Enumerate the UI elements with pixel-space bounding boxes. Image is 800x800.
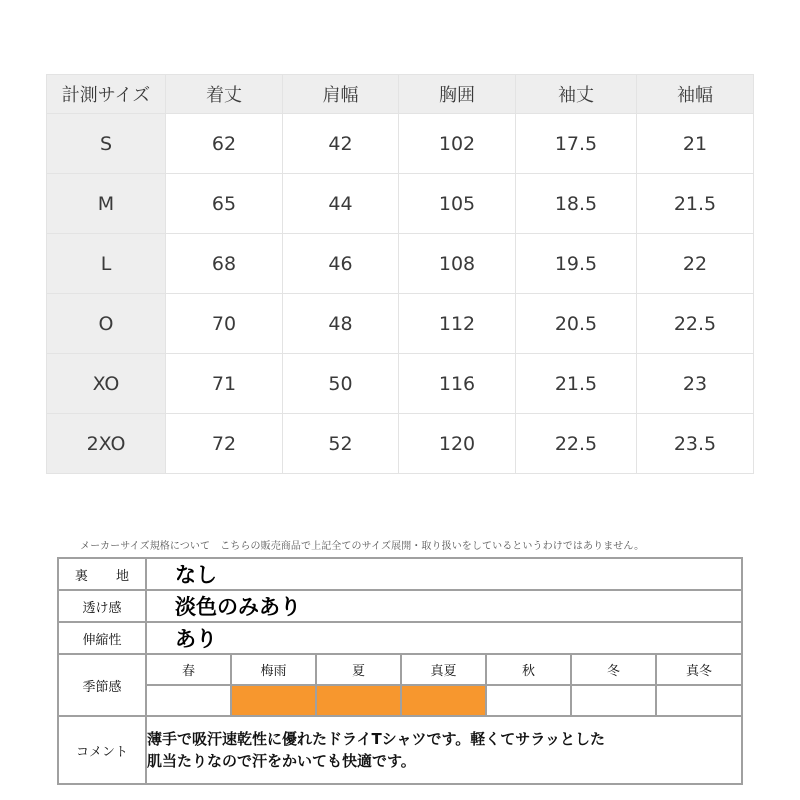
table-cell: 108 bbox=[399, 234, 516, 294]
lining-value: なし bbox=[146, 558, 742, 590]
product-spec-table bbox=[57, 557, 743, 785]
season-indicator-autumn bbox=[486, 685, 571, 716]
comment-label: コメント bbox=[58, 716, 146, 784]
season-indicator-midwinter bbox=[656, 685, 742, 716]
header-measure-size: 計測サイズ bbox=[47, 75, 166, 114]
size-label: XO bbox=[47, 354, 166, 414]
table-cell: 52 bbox=[283, 414, 399, 474]
table-cell: 72 bbox=[166, 414, 283, 474]
spec-row-sheerness bbox=[58, 590, 742, 622]
size-chart-table bbox=[46, 74, 754, 474]
table-cell: 21.5 bbox=[637, 174, 754, 234]
season-rainy: 梅雨 bbox=[231, 654, 316, 685]
lining-label: 裏 地 bbox=[58, 558, 146, 590]
season-label: 季節感 bbox=[58, 654, 146, 716]
season-indicator-midsummer bbox=[401, 685, 486, 716]
table-cell: 48 bbox=[283, 294, 399, 354]
table-cell: 19.5 bbox=[516, 234, 637, 294]
table-cell: 102 bbox=[399, 114, 516, 174]
season-midsummer: 真夏 bbox=[401, 654, 486, 685]
table-cell: 62 bbox=[166, 114, 283, 174]
table-cell: 68 bbox=[166, 234, 283, 294]
season-summer: 夏 bbox=[316, 654, 401, 685]
sheerness-value: 淡色のみあり bbox=[146, 590, 742, 622]
header-shoulder: 肩幅 bbox=[283, 75, 399, 114]
table-row bbox=[47, 174, 754, 234]
header-sleeve-width: 袖幅 bbox=[637, 75, 754, 114]
season-winter: 冬 bbox=[571, 654, 656, 685]
table-cell: 17.5 bbox=[516, 114, 637, 174]
header-length: 着丈 bbox=[166, 75, 283, 114]
table-row bbox=[47, 114, 754, 174]
season-indicator-rainy bbox=[231, 685, 316, 716]
table-cell: 21.5 bbox=[516, 354, 637, 414]
table-row bbox=[47, 294, 754, 354]
size-label: L bbox=[47, 234, 166, 294]
season-spring: 春 bbox=[146, 654, 231, 685]
season-indicator-summer bbox=[316, 685, 401, 716]
table-cell: 116 bbox=[399, 354, 516, 414]
table-cell: 65 bbox=[166, 174, 283, 234]
table-row bbox=[47, 234, 754, 294]
table-cell: 112 bbox=[399, 294, 516, 354]
table-cell: 23.5 bbox=[637, 414, 754, 474]
size-standard-note: メーカーサイズ規格について こちらの販売商品で上記全てのサイズ展開・取り扱いをしているというわけではありません。 bbox=[80, 541, 645, 552]
spec-row-comment bbox=[58, 716, 742, 784]
stretch-value: あり bbox=[146, 622, 742, 654]
table-cell: 42 bbox=[283, 114, 399, 174]
table-cell: 18.5 bbox=[516, 174, 637, 234]
table-cell: 71 bbox=[166, 354, 283, 414]
spec-row-season-marks bbox=[58, 685, 742, 716]
table-cell: 105 bbox=[399, 174, 516, 234]
comment-line-2: 肌当たりなので汗をかいても快適です。 bbox=[147, 752, 416, 770]
size-label: M bbox=[47, 174, 166, 234]
size-label: O bbox=[47, 294, 166, 354]
table-cell: 22 bbox=[637, 234, 754, 294]
header-sleeve-length: 袖丈 bbox=[516, 75, 637, 114]
header-chest: 胸囲 bbox=[399, 75, 516, 114]
size-label: S bbox=[47, 114, 166, 174]
season-midwinter: 真冬 bbox=[656, 654, 742, 685]
season-indicator-spring bbox=[146, 685, 231, 716]
comment-line-1: 薄手で吸汗速乾性に優れたドライTシャツです。軽くてサラッとした bbox=[147, 730, 605, 748]
table-row bbox=[47, 354, 754, 414]
spec-row-season-names bbox=[58, 654, 742, 685]
size-chart-header-row bbox=[47, 75, 754, 114]
table-cell: 21 bbox=[637, 114, 754, 174]
comment-text bbox=[146, 716, 742, 784]
table-cell: 46 bbox=[283, 234, 399, 294]
table-cell: 20.5 bbox=[516, 294, 637, 354]
sheerness-label: 透け感 bbox=[58, 590, 146, 622]
table-cell: 120 bbox=[399, 414, 516, 474]
table-cell: 70 bbox=[166, 294, 283, 354]
stretch-label: 伸縮性 bbox=[58, 622, 146, 654]
table-cell: 22.5 bbox=[516, 414, 637, 474]
table-cell: 50 bbox=[283, 354, 399, 414]
table-cell: 23 bbox=[637, 354, 754, 414]
size-label: 2XO bbox=[47, 414, 166, 474]
spec-row-stretch bbox=[58, 622, 742, 654]
table-row bbox=[47, 414, 754, 474]
table-cell: 22.5 bbox=[637, 294, 754, 354]
table-cell: 44 bbox=[283, 174, 399, 234]
season-autumn: 秋 bbox=[486, 654, 571, 685]
season-indicator-winter bbox=[571, 685, 656, 716]
spec-row-lining bbox=[58, 558, 742, 590]
